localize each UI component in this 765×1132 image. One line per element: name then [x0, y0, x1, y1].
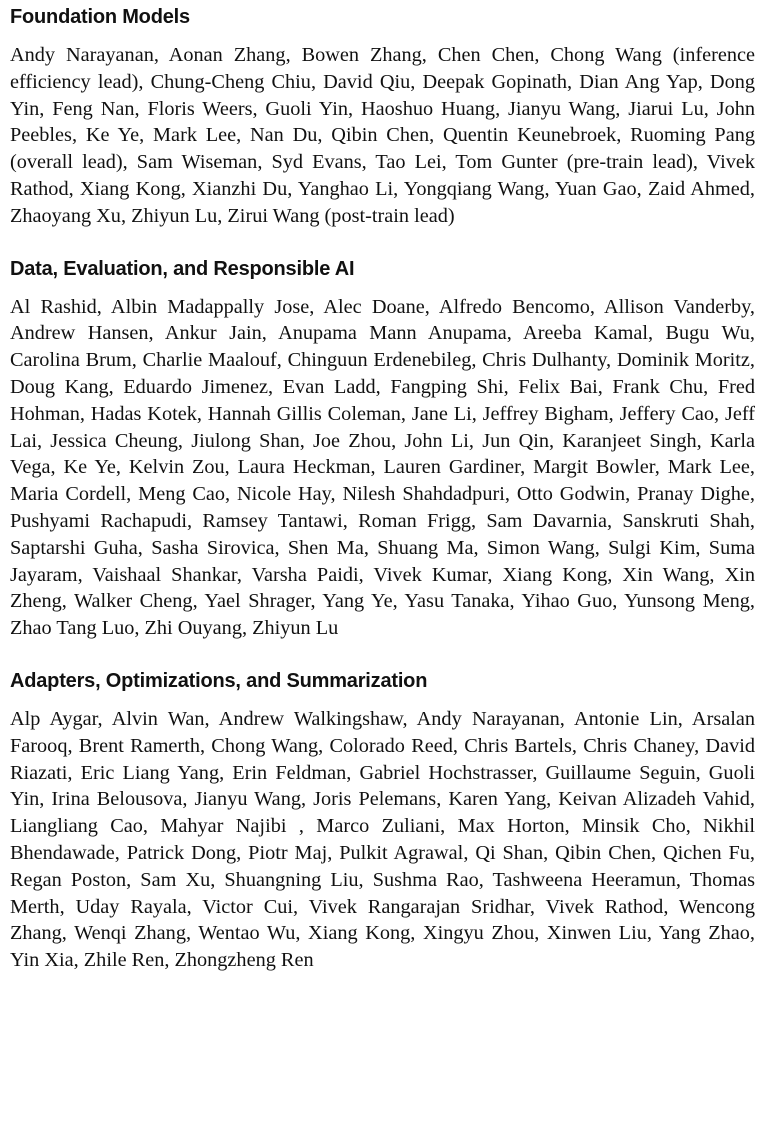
section-foundation-models: [10, 2, 755, 230]
section-data-evaluation-responsible-ai: [10, 254, 755, 642]
contributor-list: Al Rashid, Albin Madappally Jose, Alec Doane, Alfredo Bencomo, Allison Vanderby, Andrew Hansen, Ankur Jain, Anupama Mann Anupama, Areeba Kamal, Bugu Wu, Carolina Brum, Charlie Maalouf, Chinguun Erdenebileg, Chris Dulhanty, Dominik Moritz, Doug Kang, Eduardo Jimenez, Evan Ladd, Fangping Shi, Felix Bai, Frank Chu, Fred Hohman, Hadas Kotek, Hannah Gillis Coleman, Jane Li, Jeffrey Bigham, Jeffery Cao, Jeff Lai, Jessica Cheung, Jiulong Shan, Joe Zhou, John Li, Jun Qin, Karanjeet Singh, Karla Vega, Ke Ye, Kelvin Zou, Laura Heckman, Lauren Gardiner, Margit Bowler, Mark Lee, Maria Cordell, Meng Cao, Nicole Hay, Nilesh Shahdadpuri, Otto Godwin, Pranay Dighe, Pushyami Rachapudi, Ramsey Tantawi, Roman Frigg, Sam Davarnia, Sanskruti Shah, Saptarshi Guha, Sasha Sirovica, Shen Ma, Shuang Ma, Simon Wang, Sulgi Kim, Suma Jayaram, Vaishaal Shankar, Varsha Paidi, Vivek Kumar, Xiang Kong, Xin Wang, Xin Zheng, Walker Cheng, Yael Shrager, Yang Ye, Yasu Tanaka, Yihao Guo, Yunsong Meng, Zhao Tang Luo, Zhi Ouyang, Zhiyun Lu: [10, 295, 755, 640]
contributor-list: Alp Aygar, Alvin Wan, Andrew Walkingshaw, Andy Narayanan, Antonie Lin, Arsalan Farooq, Brent Ramerth, Chong Wang, Colorado Reed, Chris Bartels, Chris Chaney, David Riazati, Eric Liang Yang, Erin Feldman, Gabriel Hochstrasser, Guillaume Seguin, Guoli Yin, Irina Belousova, Jianyu Wang, Joris Pelemans, Karen Yang, Keivan Alizadeh Vahid, Liangliang Cao, Mahyar Najibi , Marco Zuliani, Max Horton, Minsik Cho, Nikhil Bhendawade, Patrick Dong, Piotr Maj, Pulkit Agrawal, Qi Shan, Qibin Chen, Qichen Fu, Regan Poston, Sam Xu, Shuangning Liu, Sushma Rao, Tashweena Heeramun, Thomas Merth, Uday Rayala, Victor Cui, Vivek Rangarajan Sridhar, Vivek Rathod, Wencong Zhang, Wenqi Zhang, Wentao Wu, Xiang Kong, Xingyu Zhou, Xinwen Liu, Yang Zhao, Yin Xia, Zhile Ren, Zhongzheng Ren: [10, 707, 755, 972]
section-heading: Data, Evaluation, and Responsible AI: [10, 257, 355, 280]
section-heading: Adapters, Optimizations, and Summarization: [10, 669, 428, 692]
contributor-list: Andy Narayanan, Aonan Zhang, Bowen Zhang, Chen Chen, Chong Wang (inference efficiency lead), Chung-Cheng Chiu, David Qiu, Deepak Gopinath, Dian Ang Yap, Dong Yin, Feng Nan, Floris Weers, Guoli Yin, Haoshuo Huang, Jianyu Wang, Jiarui Lu, John Peebles, Ke Ye, Mark Lee, Nan Du, Qibin Chen, Quentin Keunebroek, Ruoming Pang (overall lead), Sam Wiseman, Syd Evans, Tao Lei, Tom Gunter (pre-train lead), Vivek Rathod, Xiang Kong, Xianzhi Du, Yanghao Li, Yongqiang Wang, Yuan Gao, Zaid Ahmed, Zhaoyang Xu, Zhiyun Lu, Zirui Wang (post-train lead): [10, 44, 755, 227]
section-heading: Foundation Models: [10, 6, 190, 28]
section-adapters-optimizations-summarization: [10, 666, 755, 974]
